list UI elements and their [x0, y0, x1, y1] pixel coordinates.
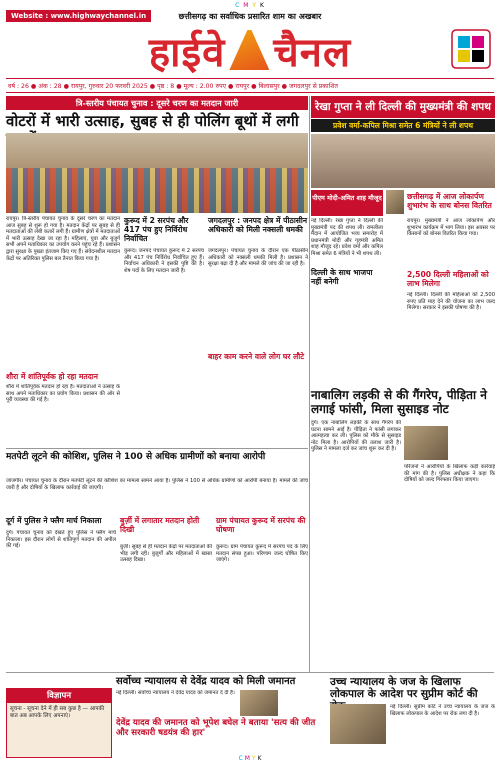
cmyk-y: Y	[252, 2, 258, 9]
right-body-col2: रायपुर। मुख्यमंत्री ने आज लोकार्पण और शुभारंभ कार्यक्रम में भाग लिया। इस अवसर पर किसानों को बोनस वितरित किया गया।	[407, 218, 495, 238]
mid-sub4: ग्राम पंचायत कुरूद में सरपंच की घोषणा	[216, 516, 306, 534]
masthead-title-right: चैनल	[273, 28, 352, 76]
tagline: छत्तीसगढ़ का सर्वाधिक प्रसारित शाम का अखबार	[178, 12, 322, 21]
lead-body-col1b: शौरा में शांतिपूर्वक मतदान हो रहा है। मतदाताओं ने उत्साह के साथ अपने मताधिकार का प्रयोग किया। प्रशासन की ओर से पूरी व्यवस्था की गई है।	[6, 384, 120, 404]
right-headline2: नाबालिग लड़की से की गैंगरेप, पीड़िता ने लगाई फांसी, मिला सुसाइड नोट	[311, 388, 487, 416]
mid-body1: जांजगीर। पंचायत चुनाव के दौरान मतपेटी लूटने की कोशिश का मामला सामने आया है। पुलिस ने 100 से अधिक ग्रामीणों को आरोपी बनाया है। मामले की जांच जारी है और दोषियों के खिलाफ कार्रवाई की जाएगी।	[6, 478, 308, 491]
mid-sub3: बुर्ज़ी में लगातार मतदान होती दिखी	[120, 516, 200, 534]
bottom-rule	[6, 672, 494, 673]
lead-sub2: जगदलपुर : जनपद क्षेत्र में पीठासीन अधिकारी को मिली नक्सली धमकी	[208, 216, 308, 234]
devendra-photo	[240, 690, 278, 716]
footer-cmyk-y: Y	[251, 755, 256, 762]
right-body-col4: दुर्ग। एक नाबालिग लड़की के साथ गैंगरेप की घटना सामने आई है। पीड़िता ने फांसी लगाकर आत्महत्या कर ली। पुलिस को मौके से सुसाइड नोट मिला है। आरोपियों की तलाश जारी है। पुलिस ने मामला दर्ज कर जांच शुरू कर दी है।	[311, 420, 401, 453]
footer-cmyk-c: C	[238, 755, 243, 762]
uchch-headline: उच्च न्यायालय के जज के खिलाफ लोकपाल के आदेश पर सुप्रीम कोर्ट की	[330, 676, 478, 700]
masthead	[0, 24, 500, 76]
lead-headline: वोटरों में भारी उत्साह, सुबह से ही पोलिंग बूथों में लगी	[6, 112, 299, 130]
ad-title: विज्ञापन	[7, 689, 111, 703]
mid-body3: बुर्ज़ी। सुबह से ही मतदान केंद्रों पर मतदाताओं की भीड़ लगी रही। बुजुर्गों और महिलाओं में खासा उत्साह दिखा।	[120, 544, 212, 564]
rekha-headline: रेखा गुप्ता ने ली दिल्ली की मुख्यमंत्री की शपथ	[311, 96, 495, 118]
lead-sub5: शौरा में शांतिपूर्वक हो रहा मतदान	[6, 372, 98, 381]
pm-present-box: पीएम मोदी-अमित शाह मौजूद	[311, 190, 383, 216]
cm-logo-icon	[450, 28, 492, 70]
footer-cmyk-marks	[0, 755, 500, 762]
rekha-subhead: प्रवेश वर्मा-कपिल मिश्रा समेत 6 मंत्रियों ने ली शपथ	[311, 119, 495, 132]
right-crime-photo	[404, 426, 448, 460]
column-rule	[309, 96, 310, 672]
cmyk-marks	[0, 2, 500, 9]
website-link[interactable]: Website : www.highwaychannel.in	[6, 10, 151, 22]
court-photo	[330, 704, 386, 744]
right-body-col3: नई दिल्ली। दिल्ली की महिलाओं को 2,500 रुपए प्रति माह देने की योजना का लाभ जल्द मिलेगा। सरकार ने इसकी घोषणा की है।	[407, 292, 495, 312]
cmyk-m: M	[243, 2, 250, 9]
devendra-headline: देवेंद्र यादव की जमानत को भूपेश बघेल ने बताया 'सत्य की जीत और सरकारी षडयंत्र की हार'	[116, 718, 316, 738]
mid-body2: दुर्ग। पंचायत चुनाव को देखते हुए पुलिस ने फ्लैग मार्च निकाला। इस दौरान लोगों से शांतिपूर्ण मतदान की अपील की गई।	[6, 530, 116, 550]
cmyk-k: K	[259, 2, 265, 9]
masthead-title	[90, 26, 410, 74]
lead-sub4: बाहर काम करने वाले लोग घर लौटे	[208, 352, 305, 361]
ad-text: सूचना - सूचना देने में ही सब कुछ है — आपकी बात अब आपके लिए अपनाएं।	[10, 706, 105, 719]
right-body-col5: परिजनों ने आरोपियों के खिलाफ कड़ी कार्रवाई की मांग की है। पुलिस अधीक्षक ने कहा कि दोषियों को जल्द गिरफ्तार किया जाएगा।	[404, 464, 495, 484]
section-rule	[6, 448, 308, 449]
lead-banner: त्रि-स्तरीय पंचायत चुनाव : दूसरे चरण का मतदान जारी	[6, 96, 308, 110]
lead-body-col2: कुरूद। जनपद पंचायत कुरूद में 2 सरपंच और 417 पंच निर्विरोध निर्वाचित हुए हैं। निर्वाचन अधिकारी ने इसकी पुष्टि की है। शेष पदों के लिए मतदान जारी है।	[124, 248, 204, 274]
masthead-title-left: हाईवे	[148, 28, 226, 76]
sc-headline: सर्वोच्च न्यायालय से देवेंद्र यादव को मिली जमानत	[116, 676, 296, 687]
oath-ceremony-photo	[311, 134, 495, 188]
footer-cmyk-m: M	[244, 755, 250, 762]
road-icon	[229, 30, 269, 70]
polling-queue-photo	[6, 133, 308, 213]
mid-sub1: मतपेटी लूटने की कोशिश, पुलिस ने 100 से अधिक ग्रामीणों को बनाया आरोपी	[6, 452, 266, 462]
uchch-body: नई दिल्ली। सुप्रीम कोर्ट ने उच्च न्यायालय के जज के खिलाफ लोकपाल के आदेश पर रोक लगा दी है।	[390, 704, 495, 717]
lead-body-col3: जगदलपुर। पंचायत चुनाव के दौरान एक पीठासीन अधिकारी को नक्सली धमकी मिली है। प्रशासन ने सुरक्षा बढ़ा दी है और मामले की जांच की जा रही है।	[208, 248, 308, 268]
sc-body: नई दिल्ली। सर्वोच्च न्यायालय ने देवेंद्र यादव को जमानत दे दी है।	[116, 690, 235, 696]
right-mini-photo	[386, 190, 404, 214]
lead-sub1: कुरूद में 2 सरपंच और 417 पंच हुए निर्विरोध निर्वाचित	[124, 216, 189, 243]
mid-sub2: दूर्ग में पुलिस ने फ्लैग मार्च निकाला	[6, 516, 102, 525]
right-body-col1: नई दिल्ली। रेखा गुप्ता ने दिल्ली की मुख्यमंत्री पद की शपथ ली। रामलीला मैदान में आयोजित भव्य समारोह में प्रधानमंत्री मोदी और गृहमंत्री अमित शाह मौजूद रहे। प्रवेश वर्मा और कपिल मिश्रा समेत 6 मंत्रियों ने भी शपथ ली।	[311, 218, 383, 257]
cmyk-c: C	[235, 2, 241, 9]
box-2500: 2,500 दिल्ली महिलाओं को लाभ मिलेगा	[407, 270, 489, 288]
footer-cmyk-k: K	[257, 755, 262, 762]
issue-info-bar: वर्ष : 26 ● अंक : 28 ● रायपुर, गुरुवार 20 फरवरी 2025 ● पृष्ठ : 8 ● मूल्य : 2.00 रुपए ● रायपुर ● बिलासपुर ● जगदलपुर से प्रकाशित	[6, 78, 494, 93]
right-sub2: दिल्ली के साथ भाजपा नहीं बनेगी	[311, 268, 373, 286]
mid-body4: कुरूद। ग्राम पंचायत कुरूद में सरपंच पद के लिए मतदान संपन्न हुआ। परिणाम जल्द घोषित किए जाएंगे।	[216, 544, 308, 564]
right-sub1: छत्तीसगढ़ में आज लोकार्पण शुभारंभ के साथ बोनस वितरित	[407, 192, 492, 210]
advertisement-box[interactable]	[6, 688, 112, 758]
lead-body-col1: रायपुर। त्रि-स्तरीय पंचायत चुनाव के दूसरे चरण का मतदान आज सुबह से शुरू हो गया है। मतदान केंद्रों पर सुबह से ही मतदाताओं की लंबी कतारें लगी हैं। ग्रामीण क्षेत्रों में मतदाताओं में भारी उत्साह देखा जा रहा है। महिलाएं, युवा और बुजुर्ग सभी अपने मताधिकार का उपयोग करने पहुंच रहे हैं। प्रशासन द्वारा सुरक्षा के पुख्ता इंतजाम किए गए हैं। संवेदनशील मतदान केंद्रों पर अतिरिक्त पुलिस बल तैनात किया गया है।	[6, 216, 120, 262]
